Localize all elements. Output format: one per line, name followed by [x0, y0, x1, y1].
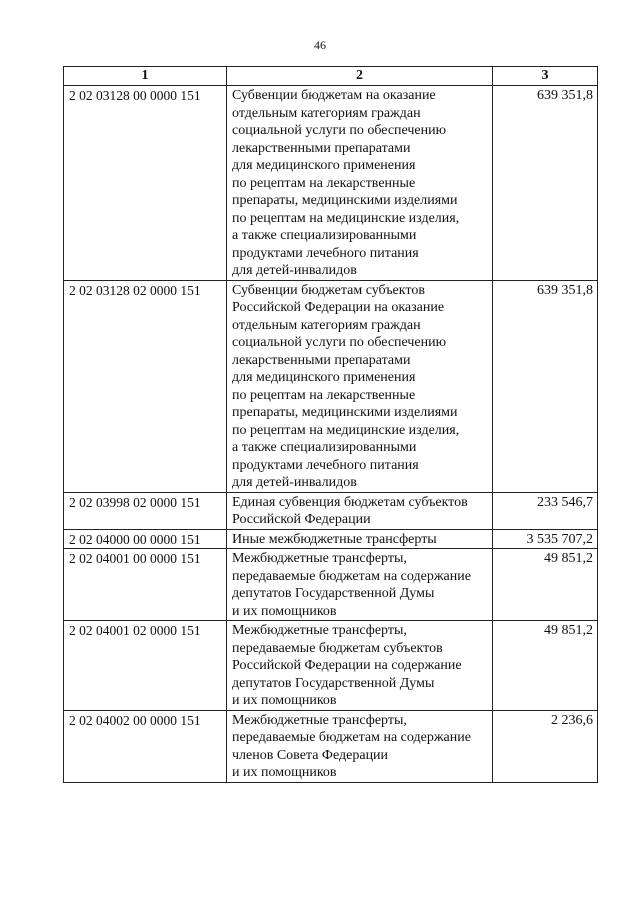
row-name-line: препараты, медицинскими изделиями — [232, 405, 458, 420]
column-header-code: 1 — [64, 67, 227, 86]
row-name-line: Единая субвенция бюджетам субъектов — [232, 494, 468, 510]
row-name-line: лекарственными препаратами — [232, 352, 411, 368]
page-number: 46 — [314, 38, 326, 52]
row-name — [227, 549, 493, 621]
table-row — [64, 529, 598, 549]
row-code: 2 02 04001 02 0000 151 — [64, 621, 227, 711]
row-name-line: членов Совета Федерации — [232, 747, 389, 763]
row-name-line: а также специализированными — [232, 440, 417, 455]
row-code: 2 02 04001 00 0000 151 — [64, 549, 227, 621]
row-code: 2 02 03128 00 0000 151 — [64, 86, 227, 281]
row-name-line: отдельным категориям граждан — [232, 105, 421, 121]
row-name-line: для детей-инвалидов — [232, 263, 357, 278]
row-name-line: социальной услуги по обеспечению — [232, 123, 447, 138]
row-amount: 2 236,6 — [493, 710, 598, 782]
row-name-line: а также специализированными — [232, 228, 417, 243]
table-row — [64, 710, 598, 782]
row-name-line: продуктами лечебного питания — [232, 245, 419, 261]
row-name-line: Субвенции бюджетам на оказание — [232, 88, 436, 103]
row-name-line: препараты, медицинскими изделиями — [232, 193, 458, 208]
row-name-line: продуктами лечебного питания — [232, 457, 419, 473]
table-row — [64, 86, 598, 281]
row-name-line: Межбюджетные трансферты, — [232, 623, 407, 638]
row-name-line: отдельным категориям граждан — [232, 317, 421, 333]
row-name — [227, 621, 493, 711]
row-name-line: социальной услуги по обеспечению — [232, 335, 447, 350]
row-name — [227, 710, 493, 782]
row-name-line: Российской Федерации на содержание — [232, 658, 462, 673]
row-name-line: Межбюджетные трансферты, — [232, 712, 407, 728]
row-name-line: и их помощников — [232, 603, 337, 619]
table-header-row — [64, 67, 598, 86]
row-name-line: по рецептам на лекарственные — [232, 175, 416, 191]
row-amount: 639 351,8 — [493, 86, 598, 281]
row-name-line: лекарственными препаратами — [232, 140, 411, 156]
row-code: 2 02 04000 00 0000 151 — [64, 529, 227, 549]
row-name-line: и их помощников — [232, 693, 337, 708]
row-code: 2 02 04002 00 0000 151 — [64, 710, 227, 782]
column-header-name: 2 — [227, 67, 493, 86]
row-name-line: и их помощников — [232, 765, 337, 780]
row-name-line: Субвенции бюджетам субъектов — [232, 282, 425, 298]
row-name — [227, 86, 493, 281]
table-row — [64, 549, 598, 621]
row-amount: 49 851,2 — [493, 549, 598, 621]
budget-table — [63, 66, 598, 783]
row-name-line: передаваемые бюджетам на содержание — [232, 730, 471, 745]
table-row — [64, 280, 598, 492]
row-name — [227, 280, 493, 492]
row-name — [227, 529, 493, 549]
table-row — [64, 492, 598, 529]
row-code: 2 02 03998 02 0000 151 — [64, 492, 227, 529]
row-name-line: депутатов Государственной Думы — [232, 675, 435, 691]
row-amount: 233 546,7 — [493, 492, 598, 529]
row-name — [227, 492, 493, 529]
row-name-line: передаваемые бюджетам на содержание — [232, 568, 471, 584]
column-header-amount: 3 — [493, 67, 598, 86]
row-amount: 3 535 707,2 — [493, 529, 598, 549]
row-name-line: Иные межбюджетные трансферты — [232, 531, 437, 547]
row-name-line: Российской Федерации на оказание — [232, 300, 445, 315]
row-name-line: по рецептам на медицинские изделия, — [232, 422, 460, 438]
row-amount: 49 851,2 — [493, 621, 598, 711]
row-name-line: депутатов Государственной Думы — [232, 586, 435, 601]
row-name-line: передаваемые бюджетам субъектов — [232, 640, 443, 656]
row-name-line: для медицинского применения — [232, 158, 416, 173]
row-name-line: Российской Федерации — [232, 512, 371, 527]
row-name-line: для детей-инвалидов — [232, 475, 357, 490]
row-name-line: для медицинского применения — [232, 370, 416, 385]
row-name-line: Межбюджетные трансферты, — [232, 551, 407, 566]
row-amount: 639 351,8 — [493, 280, 598, 492]
row-name-line: по рецептам на медицинские изделия, — [232, 210, 460, 226]
table-row — [64, 621, 598, 711]
row-code: 2 02 03128 02 0000 151 — [64, 280, 227, 492]
row-name-line: по рецептам на лекарственные — [232, 387, 416, 403]
